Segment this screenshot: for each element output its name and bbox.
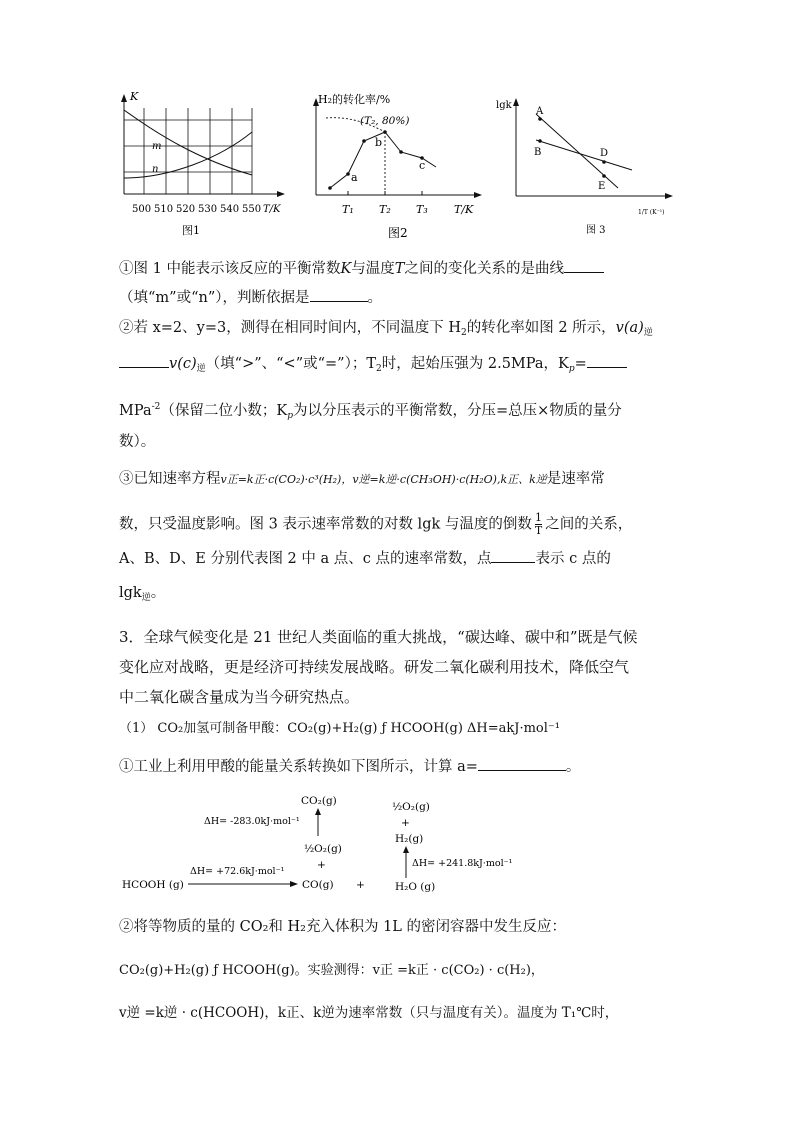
answer-blank[interactable] — [478, 756, 566, 771]
energy-dh3: ΔH= +241.8kJ·mol⁻¹ — [412, 858, 513, 869]
energy-hcooh: HCOOH (g) — [122, 879, 184, 891]
p3-line3: 中二氧化碳含量成为当今研究热点。 — [119, 688, 360, 706]
p3-line4: （1） CO₂加氢可制备甲酸：CO₂(g)+H₂(g) ƒ HCOOH(g) ΔH=akJ·mol⁻¹ — [119, 721, 560, 736]
answer-blank[interactable] — [587, 353, 627, 368]
fig1-xtick: 510 — [154, 204, 174, 215]
fig1-ylabel: K — [130, 90, 139, 103]
q2-line1: ②若 x=2、y=3，测得在相同时间内，不同温度下 $H_2$的转化率如图 2 所示，$v(a)_逆$ — [119, 320, 653, 338]
answer-blank[interactable] — [119, 353, 169, 368]
figure-2 — [308, 86, 483, 248]
answer-blank[interactable] — [564, 258, 604, 273]
fig2-point-b: b — [375, 136, 383, 149]
fig3-point-E: E — [598, 181, 606, 192]
q2-line4: 数）。 — [119, 434, 156, 450]
fig3-point-A: A — [536, 106, 544, 117]
energy-co: CO(g) — [302, 879, 334, 891]
fig2-caption: 图2 — [388, 226, 408, 240]
fig1-xtick: 540 — [220, 204, 240, 215]
fig2-xtick: T₃ — [416, 203, 428, 216]
fig1-curve-n-label: n — [152, 164, 159, 175]
energy-dh1: ΔH= -283.0kJ·mol⁻¹ — [204, 816, 300, 827]
fig3-point-D: D — [600, 148, 609, 159]
fig2-xunit: T/K — [454, 203, 474, 216]
fig1-xtick: 500 — [132, 204, 152, 215]
q3-line2: 数，只受温度影响。图 3 表示速率常数的对数 lgk 与温度的倒数 $\frac{1}{T}$ 之间的关系， — [119, 511, 633, 537]
q3-line4: lgk$_逆$。 — [119, 585, 166, 603]
answer-blank[interactable] — [310, 287, 368, 302]
q1-line1: ①图 1 中能表示该反应的平衡常数K与温度T之间的变化关系的是曲线 — [119, 258, 604, 279]
answer-blank[interactable] — [491, 548, 535, 563]
fig2-ylabel: H₂的转化率/% — [318, 93, 391, 106]
energy-plus1: + — [317, 859, 326, 871]
fig2-xtick: T₁ — [342, 203, 354, 216]
energy-co2: CO₂(g) — [301, 795, 337, 807]
energy-plus-mid: + — [356, 879, 365, 891]
fig1-xtick: 520 — [176, 204, 196, 215]
energy-diagram — [116, 786, 536, 898]
fig1-caption: 图1 — [182, 224, 200, 237]
q1-line2: （填“m”或“n”），判断依据是 。 — [119, 287, 382, 308]
figure-1 — [110, 88, 285, 248]
energy-half-o2-right: ½O₂(g) — [392, 801, 430, 813]
fig2-point-a: a — [351, 171, 358, 184]
energy-h2o: H₂O (g) — [395, 881, 436, 893]
fig3-xlabel: 1/T (K⁻¹) — [638, 209, 665, 216]
q2-line3: MPa$^{-2}$（保留二位小数；$K_p$为以分压表示的平衡常数，分压=总压×物质的量分 — [119, 402, 622, 421]
fig3-line-BD — [536, 140, 632, 170]
fig1-xtick: 530 — [198, 204, 218, 215]
energy-plus2: + — [401, 817, 410, 829]
q3-line3: A、B、D、E 分别代表图 2 中 a 点、c 点的速率常数，点 表示 c 点的 — [119, 548, 611, 569]
fig2-point-c: c — [419, 159, 426, 172]
energy-h2: H₂(g) — [395, 833, 424, 845]
figure-3 — [496, 92, 676, 240]
q3-line1: ③已知速率方程v正=k正·c(CO₂)·c³(H₂)，v逆=k逆·c(CH₃OH)·c(H₂O),k正、k逆是速率常 — [119, 471, 605, 487]
fig3-ylabel: lgk — [496, 100, 512, 111]
p3-line7: CO₂(g)+H₂(g) ƒ HCOOH(g)。实验测得：v正 =k正 · c(CO₂) · c(H₂)， — [119, 963, 544, 978]
fig1-xtick: 550 — [242, 204, 262, 215]
p3-line6: ②将等物质的量的 CO₂和 H₂充入体积为 1L 的密闭容器中发生反应： — [119, 919, 567, 935]
p3-line8: v逆 =k逆 · c(HCOOH)，k正、k逆为速率常数（只与温度有关）。温度为 T₁℃时， — [119, 1005, 619, 1021]
fig2-xtick: T₂ — [379, 203, 391, 216]
fig1-curve-m-label: m — [152, 141, 162, 152]
fig3-caption: 图 3 — [586, 225, 606, 236]
fig3-point-B: B — [534, 147, 542, 158]
energy-half-o2-left: ½O₂(g) — [304, 843, 342, 855]
fig1-xunit: T/K — [263, 204, 281, 215]
p3-line1: 3．全球气候变化是 21 世纪人类面临的重大挑战，“碳达峰、碳中和”既是气候 — [119, 628, 638, 646]
p3-line2: 变化应对战略，更是经济可持续发展战略。研发二氧化碳利用技术，降低空气 — [119, 658, 630, 676]
q2-line2: $v(c)_逆$（填“>”、“<”或“=”）；$T_2$时，起始压强为 2.5MPa，$K_p=$ — [119, 353, 627, 379]
energy-dh2: ΔH= +72.6kJ·mol⁻¹ — [190, 866, 285, 877]
fig2-annotation: (T₂, 80%) — [360, 115, 410, 127]
p3-line5: ①工业上利用甲酸的能量关系转换如下图所示，计算 a= 。 — [119, 756, 580, 777]
